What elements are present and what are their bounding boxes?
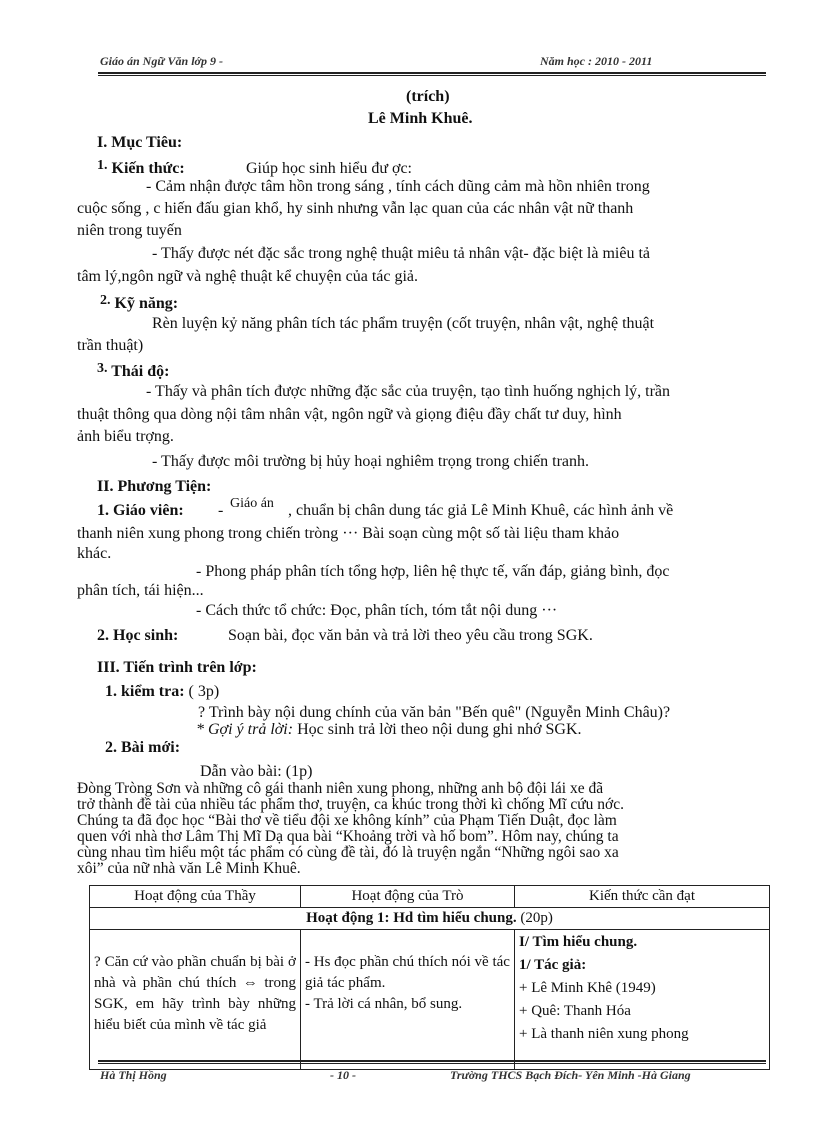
newlesson-intro-time: (1p) — [285, 763, 313, 780]
knowledge-item-2: + Quê: Thanh Hóa — [519, 1003, 631, 1019]
teacher-activity-text: ? Căn cứ vào phần chuẩn bị bài ở nhà và phần chú thích ⇔ trong SGK, em hãy trình bày những hiểu biết của mình về tác giả — [94, 954, 296, 1033]
header-rule-thin — [98, 75, 766, 76]
footer-left: Hà Thị Hồng — [100, 1068, 167, 1082]
teacher-label: 1. Giáo viên: — [97, 502, 184, 519]
newlesson-number: 2. — [105, 739, 117, 756]
attitude-number: 3. — [97, 361, 108, 376]
knowledge-item-3: + Là thanh niên xung phong — [519, 1026, 689, 1042]
section3-heading: III. Tiến trình trên lớp: — [97, 659, 257, 676]
table-row — [90, 930, 770, 1070]
activity-title — [90, 908, 770, 930]
check-time: ( 3p) — [188, 683, 220, 700]
student-text: Soạn bài, đọc văn bản và trả lời theo yêu cầu trong SGK. — [228, 627, 593, 644]
newlesson-p2: trở thành đề tài của nhiều tác phẩm thơ, truyện, ca khúc trong thời kì chống Mĩ cứu nớc. — [77, 796, 624, 813]
newlesson-p1: Đòng Tròng Sơn và những cô gái thanh niên xung phong, những anh bộ đội lái xe đã — [77, 780, 604, 797]
attitude-label: Thái độ: — [111, 363, 170, 380]
teacher-line5: phân tích, tái hiện... — [77, 582, 204, 599]
footer-rule-thin — [98, 1063, 766, 1064]
newlesson-intro-label: Dẫn vào bài: — [200, 763, 282, 780]
check-label: kiểm tra: — [121, 683, 185, 700]
title-excerpt: (trích) — [406, 88, 450, 105]
header-rule — [98, 72, 766, 74]
teacher-line2: thanh niên xung phong trong chiến tròng ··· Bài soạn cùng một số tài liệu tham khảo — [77, 525, 620, 542]
teacher-line3: khác. — [77, 545, 112, 562]
check-heading — [105, 683, 219, 701]
knowledge-line5: tâm lý,ngôn ngữ và nghệ thuật kể chuyện của tác giả. — [77, 268, 419, 285]
check-question: ? Trình bày nội dung chính của văn bản "Bến quê" (Nguyễn Minh Châu)? — [198, 704, 671, 721]
skills-label: Kỹ năng: — [114, 295, 179, 312]
knowledge-heading — [97, 158, 185, 178]
header-right: Năm học : 2010 - 2011 — [540, 54, 653, 68]
footer-right: Trường THCS Bạch Đích- Yên Minh -Hà Giang — [450, 1068, 691, 1082]
knowledge-section-heading: I/ Tìm hiểu chung. — [519, 934, 638, 950]
lesson-plan-table — [89, 885, 770, 1070]
section1-heading: I. Mục Tiêu: — [97, 134, 183, 151]
teacher-line6: - Cách thức tổ chức: Đọc, phân tích, tóm tắt nội dung ··· — [196, 602, 558, 619]
section2-heading: II. Phương Tiện: — [97, 478, 212, 495]
student-label: 2. Học sinh: — [97, 627, 179, 644]
skills-line2: trần thuật) — [77, 337, 144, 354]
newlesson-p4: quen với nhà thơ Lâm Thị Mĩ Dạ qua bài “Khoảng trời và hố bom”. Hôm nay, chúng ta — [77, 828, 619, 845]
student-activity-2: - Trả lời cá nhân, bổ sung. — [305, 996, 463, 1012]
knowledge-item-1: + Lê Minh Khê (1949) — [519, 980, 656, 996]
teacher-lead: Giáo án — [230, 496, 274, 511]
activity-title-text: Hoạt động 1: Hd tìm hiểu chung. — [306, 910, 517, 926]
student-activity-1: - Hs đọc phần chú thích nói về tác giả tác phẩm. — [305, 954, 510, 991]
skills-number: 2. — [100, 293, 111, 308]
header-left: Giáo án Ngữ Văn lớp 9 - — [100, 54, 223, 68]
newlesson-paragraph — [77, 781, 624, 877]
attitude-line3: ảnh biểu trợng. — [77, 428, 174, 445]
check-number: 1. — [105, 683, 117, 700]
header-knowledge-col: Kiến thức cần đạt — [515, 886, 770, 908]
teacher-line1: , chuẩn bị chân dung tác giả Lê Minh Khuê, các hình ảnh về — [288, 502, 674, 519]
knowledge-section-sub: 1/ Tác giả: — [519, 957, 587, 973]
activity-title-time: (20p) — [520, 910, 553, 926]
check-hint-text: Học sinh trả lời theo nội dung ghi nhớ SGK. — [297, 721, 582, 738]
knowledge-number: 1. — [97, 158, 108, 173]
knowledge-line3: niên trong tuyến — [77, 222, 182, 239]
table-header-row — [90, 886, 770, 908]
knowledge-cell — [515, 930, 770, 1070]
footer-center: - 10 - — [330, 1068, 356, 1082]
student-activity-cell — [301, 930, 515, 1070]
knowledge-line2: cuộc sống , c hiến đấu gian khổ, hy sinh nhưng vẫn lạc quan của các nhân vật nữ thanh — [77, 200, 634, 217]
newlesson-intro — [200, 763, 312, 781]
check-hint-label: * Gợi ý trả lời: — [196, 721, 294, 738]
attitude-line4: - Thấy được môi trường bị hủy hoại nghiêm trọng trong chiến tranh. — [152, 453, 589, 470]
skills-line1: Rèn luyện kỷ năng phân tích tác phẩm truyện (cốt truyện, nhân vật, nghệ thuật — [152, 315, 655, 332]
newlesson-p6: xôi” của nữ nhà văn Lê Minh Khuê. — [77, 860, 301, 877]
attitude-heading — [97, 361, 169, 381]
header-student-col: Hoạt động của Trò — [301, 886, 515, 908]
attitude-line1: - Thấy và phân tích được những đặc sắc của truyện, tạo tình huống nghịch lý, trần — [146, 383, 671, 400]
knowledge-line1: - Cảm nhận được tâm hồn trong sáng , tính cách dũng cảm mà hồn nhiên trong — [146, 178, 650, 195]
newlesson-p3: Chúng ta đã đọc học “Bài thơ về tiểu đội xe không kính” của Phạm Tiến Duật, đọc làm — [77, 812, 617, 829]
teacher-dash: - — [218, 502, 224, 519]
attitude-line2: thuật thông qua dòng nội tâm nhân vật, ngôn ngữ và giọng điệu đầy chất tư duy, hình — [77, 406, 622, 423]
newlesson-p5: cùng nhau tìm hiểu một tác phẩm có cùng đề tài, đó là truyện ngắn “Những ngôi sao xa — [77, 844, 619, 861]
teacher-line4: - Phong pháp phân tích tổng hợp, liên hệ thực tế, vấn đáp, giảng bình, đọc — [196, 563, 670, 580]
footer-rule — [98, 1060, 766, 1062]
knowledge-line4: - Thấy được nét đặc sắc trong nghệ thuật miêu tả nhân vật- đặc biệt là miêu tả — [152, 245, 650, 262]
check-hint — [196, 721, 582, 739]
title-author: Lê Minh Khuê. — [368, 110, 473, 127]
teacher-activity-cell — [90, 930, 301, 1070]
knowledge-intro: Giúp học sinh hiểu đư ợc: — [246, 160, 412, 177]
activity-row — [90, 908, 770, 930]
student-activity-content — [305, 930, 510, 1069]
knowledge-label: Kiến thức: — [111, 160, 185, 177]
knowledge-content — [519, 930, 765, 1048]
newlesson-heading — [105, 739, 180, 757]
skills-heading — [100, 293, 178, 313]
newlesson-label: Bài mới: — [121, 739, 181, 756]
header-teacher-col: Hoạt động của Thầy — [90, 886, 301, 908]
